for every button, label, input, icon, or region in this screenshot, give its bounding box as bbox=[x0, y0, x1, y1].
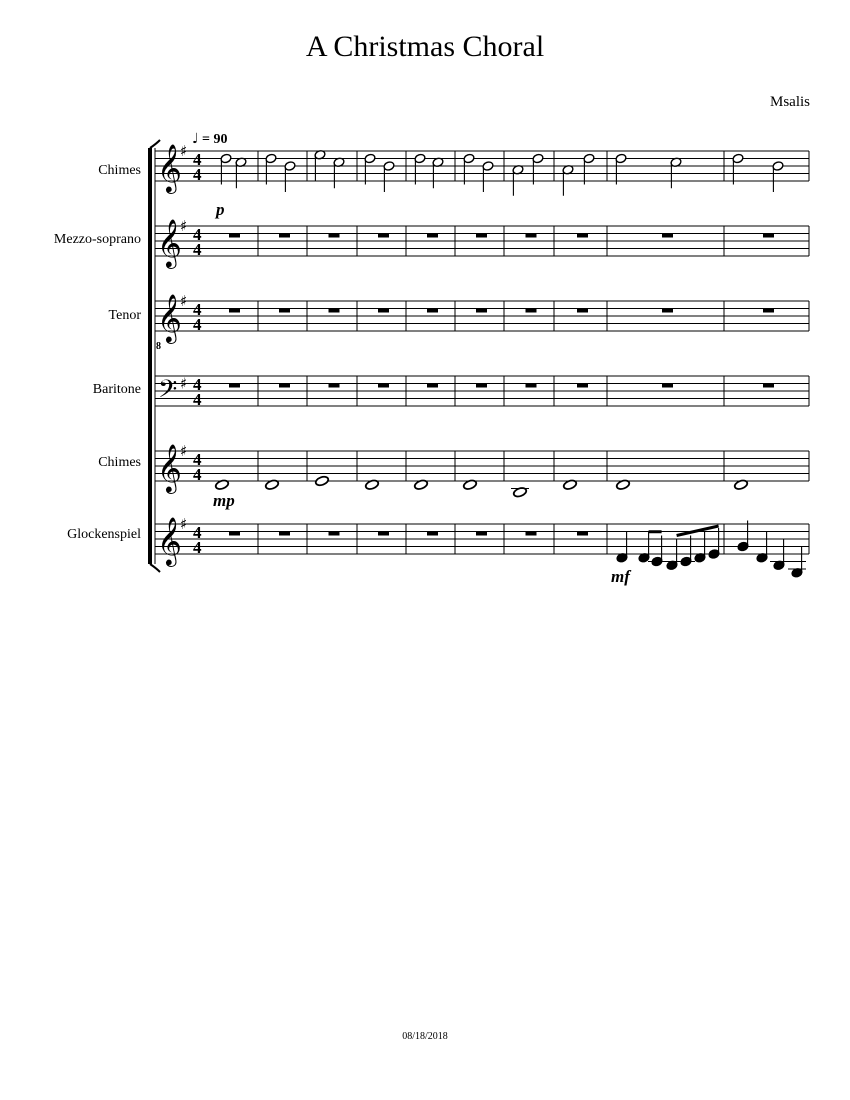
whole-rest bbox=[662, 234, 673, 238]
whole-rest bbox=[329, 309, 340, 313]
quarter-note bbox=[648, 536, 666, 567]
quarter-note bbox=[708, 528, 720, 559]
whole-note bbox=[511, 486, 529, 498]
whole-rest bbox=[763, 384, 774, 388]
whole-rest bbox=[763, 234, 774, 238]
whole-rest bbox=[577, 234, 588, 238]
instrument-label-baritone: Baritone bbox=[92, 382, 141, 397]
quarter-note bbox=[616, 532, 628, 563]
whole-note bbox=[315, 475, 330, 487]
whole-rest bbox=[476, 309, 487, 313]
whole-rest bbox=[378, 532, 389, 536]
score-title: A Christmas Choral bbox=[305, 30, 545, 63]
half-note bbox=[512, 164, 524, 195]
whole-rest bbox=[427, 384, 438, 388]
half-note bbox=[364, 153, 376, 184]
instrument-label-mezzo-soprano: Mezzo-soprano bbox=[53, 232, 141, 247]
whole-rest bbox=[526, 384, 537, 388]
whole-rest bbox=[378, 309, 389, 313]
half-note bbox=[265, 153, 277, 184]
instrument-label-chimes-2: Chimes bbox=[98, 455, 141, 470]
whole-rest bbox=[329, 234, 340, 238]
whole-rest bbox=[329, 532, 340, 536]
half-note bbox=[772, 161, 784, 192]
whole-rest bbox=[229, 532, 240, 536]
dynamic-marking-chimes-2: mp bbox=[213, 491, 235, 510]
instrument-label-chimes-1: Chimes bbox=[98, 163, 141, 178]
quarter-note bbox=[677, 536, 695, 567]
whole-rest bbox=[763, 309, 774, 313]
quarter-note bbox=[788, 547, 806, 578]
bass-clef-icon: 𝄢 bbox=[158, 375, 178, 410]
whole-rest bbox=[577, 532, 588, 536]
half-note bbox=[220, 153, 232, 184]
whole-rest bbox=[526, 532, 537, 536]
notehead bbox=[315, 475, 330, 487]
sharp-icon: ♯ bbox=[180, 217, 188, 235]
staff-1 bbox=[155, 142, 809, 194]
treble-clef-icon: 𝄞 bbox=[157, 218, 182, 267]
quarter-note bbox=[663, 539, 681, 570]
quarter-note bbox=[770, 539, 788, 570]
time-signature-numerator: 4 bbox=[193, 150, 202, 169]
instrument-label-glockenspiel: Glockenspiel bbox=[67, 527, 141, 542]
whole-rest bbox=[378, 384, 389, 388]
whole-rest bbox=[526, 309, 537, 313]
whole-rest bbox=[526, 234, 537, 238]
treble-clef-icon: 𝄞 bbox=[157, 143, 182, 192]
half-note bbox=[284, 161, 296, 192]
whole-rest bbox=[229, 234, 240, 238]
whole-rest bbox=[329, 384, 340, 388]
whole-rest bbox=[229, 384, 240, 388]
whole-rest bbox=[427, 234, 438, 238]
dynamic-marking-chimes-1: p bbox=[216, 200, 225, 219]
time-signature-denominator: 4 bbox=[193, 315, 202, 334]
dynamic-marking-glockenspiel: mf bbox=[611, 567, 630, 586]
quarter-note bbox=[694, 532, 706, 563]
treble-clef-icon: 𝄞 bbox=[157, 516, 182, 565]
whole-rest bbox=[577, 309, 588, 313]
tenor-octave-mark: 8 bbox=[156, 341, 161, 352]
whole-rest bbox=[279, 532, 290, 536]
half-note bbox=[432, 157, 444, 188]
whole-rest bbox=[476, 234, 487, 238]
half-note bbox=[670, 157, 682, 188]
half-note bbox=[532, 153, 544, 184]
whole-rest bbox=[279, 384, 290, 388]
half-note bbox=[414, 153, 426, 184]
time-signature-numerator: 4 bbox=[193, 300, 202, 319]
staff-6 bbox=[155, 515, 809, 567]
time-signature-denominator: 4 bbox=[193, 465, 202, 484]
time-signature-denominator: 4 bbox=[193, 390, 202, 409]
time-signature-denominator: 4 bbox=[193, 538, 202, 557]
time-signature-numerator: 4 bbox=[193, 225, 202, 244]
staff-4 bbox=[155, 375, 809, 411]
staff-5 bbox=[155, 442, 809, 494]
treble-clef-icon: 𝄞 bbox=[157, 443, 182, 492]
system-bracket bbox=[148, 140, 160, 572]
half-note bbox=[235, 157, 247, 188]
time-signature-denominator: 4 bbox=[193, 240, 202, 259]
half-note bbox=[463, 153, 475, 184]
whole-rest bbox=[476, 532, 487, 536]
whole-rest bbox=[577, 384, 588, 388]
time-signature-numerator: 4 bbox=[193, 523, 202, 542]
half-note bbox=[333, 157, 345, 188]
quarter-note bbox=[737, 521, 749, 552]
treble-clef-icon: 𝄞 bbox=[157, 293, 182, 342]
half-note bbox=[615, 153, 627, 184]
whole-rest bbox=[427, 309, 438, 313]
time-signature-numerator: 4 bbox=[193, 450, 202, 469]
whole-rest bbox=[279, 309, 290, 313]
whole-rest bbox=[279, 234, 290, 238]
sharp-icon: ♯ bbox=[180, 292, 188, 310]
sharp-icon: ♯ bbox=[180, 515, 188, 533]
quarter-note bbox=[638, 532, 650, 563]
tempo-note-symbol: ♩ bbox=[192, 131, 199, 147]
half-note bbox=[482, 161, 494, 192]
footer-date: 08/18/2018 bbox=[402, 1031, 448, 1042]
whole-rest bbox=[476, 384, 487, 388]
whole-rest bbox=[378, 234, 389, 238]
half-note bbox=[562, 164, 574, 195]
staff-3 bbox=[155, 292, 809, 344]
half-note bbox=[583, 153, 595, 184]
whole-rest bbox=[427, 532, 438, 536]
half-note bbox=[314, 149, 326, 180]
sharp-icon: ♯ bbox=[180, 442, 188, 460]
instrument-label-tenor: Tenor bbox=[108, 308, 141, 323]
half-note bbox=[383, 161, 395, 192]
sharp-icon: ♯ bbox=[180, 142, 188, 160]
quarter-note bbox=[756, 532, 768, 563]
composer-name: Msalis bbox=[769, 94, 810, 110]
beam bbox=[677, 526, 719, 536]
staff-2 bbox=[155, 217, 809, 269]
tempo-value: = 90 bbox=[202, 132, 228, 147]
whole-rest bbox=[229, 309, 240, 313]
time-signature-denominator: 4 bbox=[193, 165, 202, 184]
sharp-icon: ♯ bbox=[180, 374, 188, 393]
tempo-marking bbox=[192, 131, 227, 147]
whole-rest bbox=[662, 384, 673, 388]
time-signature-numerator: 4 bbox=[193, 375, 202, 394]
half-note bbox=[732, 153, 744, 184]
whole-rest bbox=[662, 309, 673, 313]
